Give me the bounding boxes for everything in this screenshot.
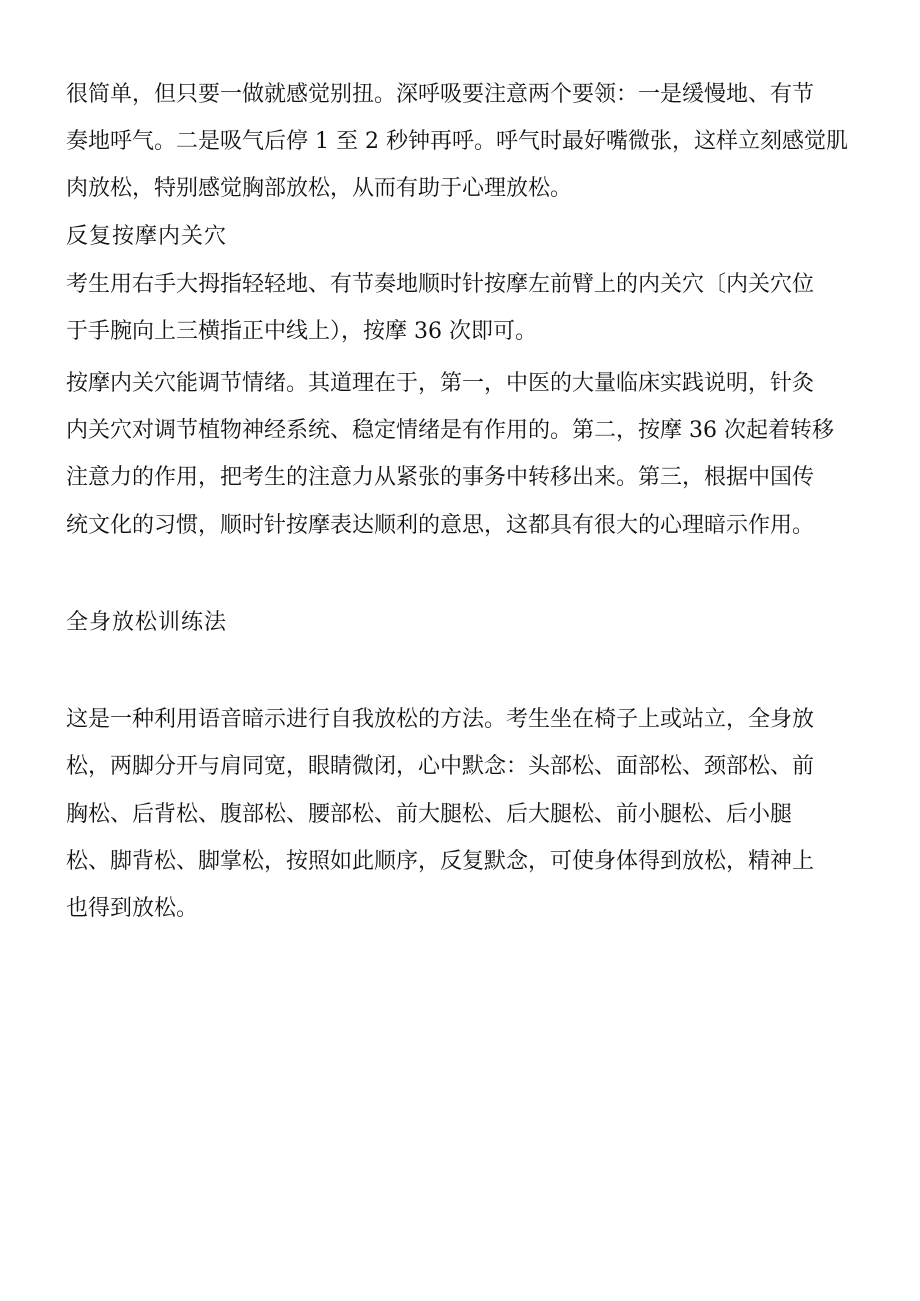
reason-line-3: 注意力的作用，把考生的注意力从紧张的事务中转移出来。第三，根据中国传 xyxy=(66,465,815,490)
section-heading-massage: 反复按摩内关穴 xyxy=(66,224,228,249)
method-line-2: 于手腕向上三横指正中线上），按摩 36 次即可。 xyxy=(66,319,537,344)
relax-line-3: 胸松、后背松、腹部松、腰部松、前大腿松、后大腿松、前小腿松、后小腿 xyxy=(66,802,793,827)
method-line-1: 考生用右手大拇指轻轻地、有节奏地顺时针按摩左前臂上的内关穴〔内关穴位 xyxy=(66,272,815,297)
reason-line-2: 内关穴对调节植物神经系统、稳定情绪是有作用的。第二，按摩 36 次起着转移 xyxy=(66,418,834,443)
relax-line-5: 也得到放松。 xyxy=(66,896,199,921)
intro-line-2: 奏地呼气。二是吸气后停 1 至 2 秒钟再呼。呼气时最好嘴微张，这样立刻感觉肌 xyxy=(66,129,848,154)
intro-line-3: 肉放松，特别感觉胸部放松，从而有助于心理放松。 xyxy=(66,176,573,201)
reason-line-1: 按摩内关穴能调节情绪。其道理在于，第一，中医的大量临床实践说明，针灸 xyxy=(66,371,815,396)
relax-line-2: 松，两脚分开与肩同宽，眼睛微闭，心中默念：头部松、面部松、颈部松、前 xyxy=(66,754,815,779)
section-heading-relax: 全身放松训练法 xyxy=(66,610,228,635)
relax-line-4: 松、脚背松、脚掌松，按照如此顺序，反复默念，可使身体得到放松，精神上 xyxy=(66,849,815,874)
intro-line-1: 很简单，但只要一做就感觉别扭。深呼吸要注意两个要领：一是缓慢地、有节 xyxy=(66,82,815,107)
reason-line-4: 统文化的习惯，顺时针按摩表达顺利的意思，这都具有很大的心理暗示作用。 xyxy=(66,513,815,538)
relax-line-1: 这是一种利用语音暗示进行自我放松的方法。考生坐在椅子上或站立，全身放 xyxy=(66,707,815,732)
